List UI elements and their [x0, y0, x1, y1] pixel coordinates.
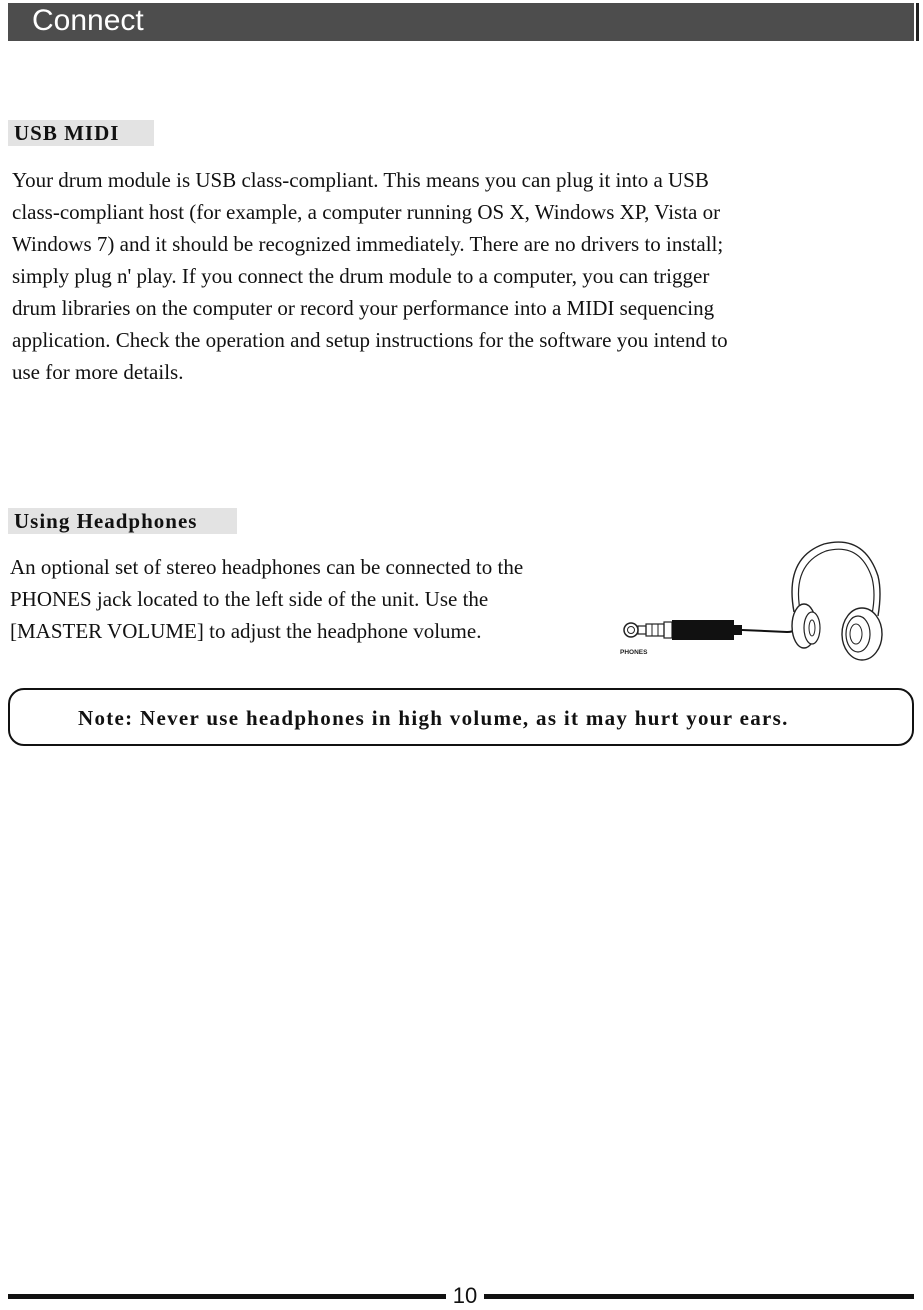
phones-jack-icon: [624, 623, 638, 637]
paragraph-line: Your drum module is USB class-compliant. This means you can plug it into a USB: [12, 168, 709, 192]
page-title: Connect: [32, 4, 144, 37]
paragraph-line: use for more details.: [12, 360, 184, 384]
paragraph-line: PHONES jack located to the left side of the unit. Use the: [10, 587, 489, 611]
paragraph-line: application. Check the operation and setup instructions for the software you intend to: [12, 328, 728, 352]
headphones-icon: [792, 542, 882, 660]
usb-midi-paragraph: [12, 164, 892, 388]
paragraph-line: [MASTER VOLUME] to adjust the headphone volume.: [10, 619, 482, 643]
header-edge-mark: [916, 3, 919, 41]
phones-jack-label: PHONES: [620, 649, 648, 656]
section-heading-headphones: Using Headphones: [8, 508, 237, 534]
footer-rule-right: [484, 1294, 914, 1299]
note-text: Note: Never use headphones in high volume, as it may hurt your ears.: [78, 706, 789, 730]
section-heading-usb-midi: USB MIDI: [8, 120, 154, 146]
footer-rule-left: [8, 1294, 446, 1299]
headphones-paragraph: [10, 551, 610, 647]
page-number: 10: [452, 1283, 478, 1308]
paragraph-line: simply plug n' play. If you connect the drum module to a computer, you can trigger: [12, 264, 710, 288]
paragraph-line: class-compliant host (for example, a computer running OS X, Windows XP, Vista or: [12, 200, 721, 224]
paragraph-line: drum libraries on the computer or record your performance into a MIDI sequencing: [12, 296, 715, 320]
paragraph-line: An optional set of stereo headphones can be connected to the: [10, 555, 524, 579]
headphones-illustration: [612, 536, 892, 668]
paragraph-line: Windows 7) and it should be recognized immediately. There are no drivers to install;: [12, 232, 724, 256]
headphone-plug-icon: [638, 620, 742, 640]
